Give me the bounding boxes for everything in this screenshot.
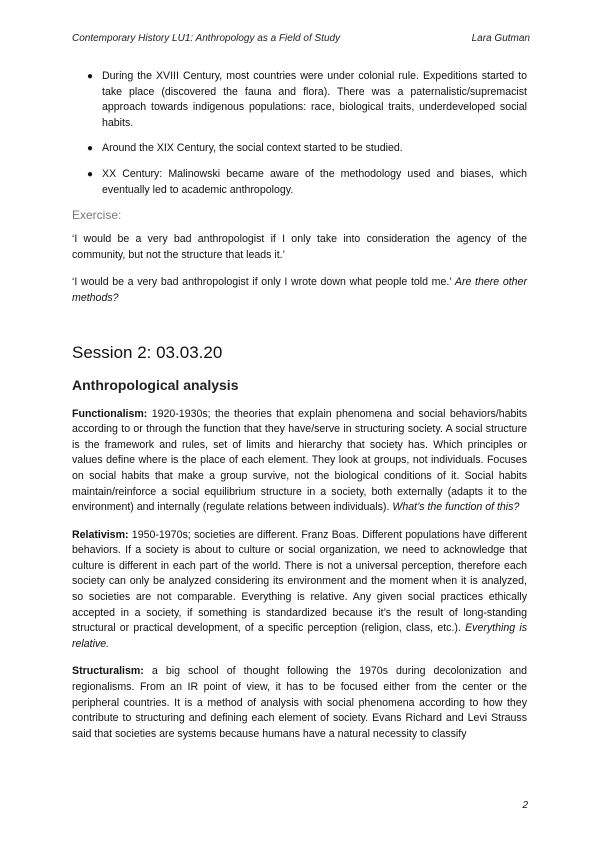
exercise-quote-1: ‘I would be a very bad anthropologist if I only take into consideration the agency of the community, but not the structure that leads it.’ <box>72 233 527 261</box>
relativism-term: Relativism: <box>72 528 129 541</box>
exercise-question: Are there other methods? <box>72 276 527 304</box>
list-item <box>72 167 527 198</box>
header-author: Lara Gutman <box>471 33 530 44</box>
header-course-title: Contemporary History LU1: Anthropology as a Field of Study <box>72 33 341 44</box>
exercise-quote-2 <box>72 275 527 306</box>
structuralism-paragraph <box>72 664 527 742</box>
session-title: Session 2: 03.03.20 <box>72 342 223 362</box>
page-header <box>72 33 530 44</box>
functionalism-text: 1920-1930s; the theories that explain phenomena and social behaviors/habits according to or through the function that they have/serve in structuring society. A social structure is the framework and rules, set of limits and hierarchy that society has. Which principles or values define where is the place of each element. They look at groups, not individuals. Focuses on social habits that make a group survive, not the biological conditions of it. Social habits maintain/reinforce a social equilibrium structure in a society, both externally (adapts it to the environment) and internally (regulate relations between individuals). <box>72 407 527 514</box>
page-number: 2 <box>522 800 528 811</box>
list-item <box>72 141 527 157</box>
structuralism-text: a big school of thought following the 1970s during decolonization and regionalisms. From an IR point of view, it has to be focused either from the center or the peripheral countries. It is a method of analysis with social phenomena according to how they contribute to structuring and defining each element of society. Evans Richard and Levi Strauss said that societies are systems because humans have a natural necessity to classify <box>72 665 527 740</box>
list-item-text: XX Century: Malinowski became aware of the methodology used and biases, which eventually led to academic anthropology. <box>102 167 527 196</box>
list-item <box>72 69 527 131</box>
exercise-heading: Exercise: <box>72 208 122 223</box>
functionalism-paragraph <box>72 407 527 516</box>
bullet-icon: ● <box>87 71 94 82</box>
functionalism-question: What’s the function of this? <box>392 501 520 514</box>
relativism-text: 1950-1970s; societies are different. Franz Boas. Different populations have different behaviors. If a society is about to culture or social organization, we need to acknowledge that culture is different in each part of the world. There is not a universal perception, therefore each society can only be analyzed considering its environment and the moment when it is analyzed, so societies are not comparable. Everything is relative. Any given social practices ethically accepted in a society, if something is standardized because it’s the result of long-standing structural or practical development, of a specific perception (religion, class, etc.). <box>72 528 527 635</box>
functionalism-term: Functionalism: <box>72 407 148 420</box>
list-item-text: During the XVIII Century, most countries were under colonial rule. Expeditions started to take place (discovered the fauna and flora). There was a paternalistic/supremacist approach towards indigenous populations: race, biological traits, underdeveloped social habits. <box>102 70 527 129</box>
section-title: Anthropological analysis <box>72 376 239 393</box>
relativism-conclusion: Everything is relative. <box>72 622 528 650</box>
bullet-icon: ● <box>87 168 94 180</box>
relativism-paragraph <box>72 528 527 653</box>
list-item-text: Around the XIX Century, the social context started to be studied. <box>102 142 403 155</box>
page-content <box>72 69 527 754</box>
history-bullet-list <box>72 69 527 198</box>
exercise-quote-2-text: ‘I would be a very bad anthropologist if only I wrote down what people told me.’ <box>72 276 452 289</box>
structuralism-term: Structuralism: <box>72 665 144 678</box>
bullet-icon: ● <box>87 143 94 155</box>
